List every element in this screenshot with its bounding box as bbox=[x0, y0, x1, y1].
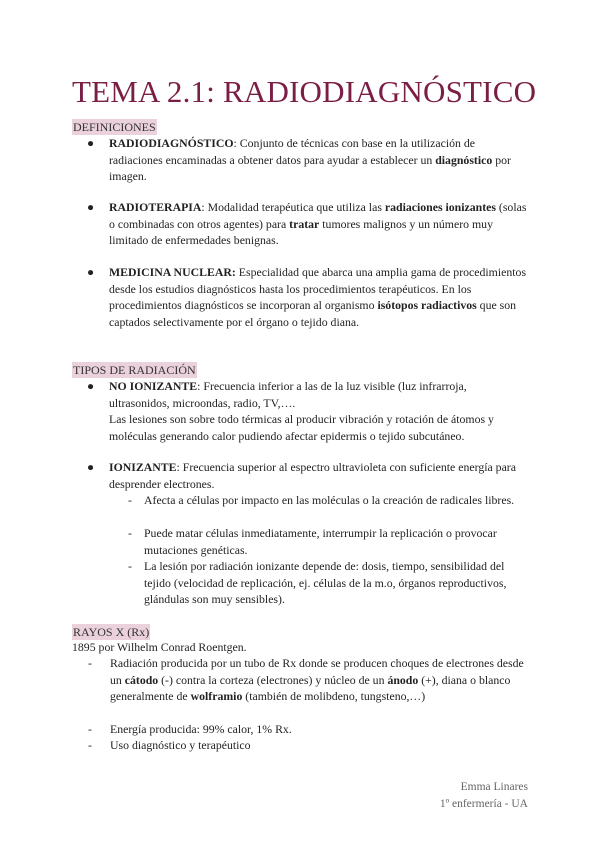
footer-author: Emma Linares bbox=[460, 781, 528, 793]
item-bold: radiaciones ionizantes bbox=[384, 200, 496, 214]
item-text: : Frecuencia inferior a las de la luz visible (luz infrarroja, ultrasonidos, microondas, radio, TV,…. bbox=[109, 379, 467, 410]
list-item-no-ionizante bbox=[87, 378, 527, 444]
term: RADIOTERAPIA bbox=[109, 200, 202, 214]
rayos-item-2 bbox=[88, 721, 528, 738]
rayos-item-1 bbox=[88, 655, 528, 705]
footer-course: 1º enfermería - UA bbox=[439, 798, 528, 810]
item-text: tumores malignos y un número muy limitado de enfermedades benignas. bbox=[109, 216, 493, 248]
bullet-icon: ● bbox=[87, 265, 95, 279]
item-text: : Conjunto de técnicas con base en la utilización de radiaciones encaminadas a obtener datos para ayudar a establecer un bbox=[109, 136, 475, 167]
sub-item-text: Puede matar células inmediatamente, interrumpir la replicación o provocar mutaciones genéticas. bbox=[144, 526, 497, 557]
term: IONIZANTE bbox=[109, 460, 177, 474]
rayos-intro: 1895 por Wilhelm Conrad Roentgen. bbox=[72, 640, 247, 654]
list-item-radiodiagnostico bbox=[87, 135, 527, 185]
term: NO IONIZANTE bbox=[109, 379, 198, 393]
sub-item-text: La lesión por radiación ionizante depende de: dosis, tiempo, sensibilidad del tejido (velocidad de replicación, ej. células de la m.o, órganos reproductivos, glándulas son muy sensibles). bbox=[144, 559, 507, 607]
sub-item-2 bbox=[128, 525, 518, 558]
item-text: Uso diagnóstico y terapéutico bbox=[110, 738, 251, 752]
item-bold: tratar bbox=[289, 216, 320, 231]
bullet-icon: ● bbox=[87, 200, 95, 214]
item-text: : Modalidad terapéutica que utiliza las bbox=[201, 200, 385, 214]
item-bold: ánodo bbox=[387, 672, 419, 687]
item-text: (solas o combinadas con otros agentes) para bbox=[109, 200, 527, 231]
dash-icon: - bbox=[88, 722, 92, 736]
section-heading-rayos-x: RAYOS X (Rx) bbox=[73, 625, 150, 639]
bullet-icon: ● bbox=[87, 379, 95, 393]
section-heading-definiciones: DEFINICIONES bbox=[73, 120, 156, 134]
list-item-radioterapia bbox=[87, 199, 527, 249]
section-heading-tipos: TIPOS DE RADIACIÓN bbox=[73, 363, 196, 377]
sub-item-3 bbox=[128, 558, 518, 608]
bullet-icon: ● bbox=[87, 136, 95, 150]
sub-item-1 bbox=[128, 492, 518, 509]
item-bold: diagnóstico bbox=[435, 152, 493, 167]
dash-icon: - bbox=[128, 526, 132, 540]
rayos-item-3 bbox=[88, 737, 528, 754]
dash-icon: - bbox=[128, 493, 132, 507]
list-item-medicina-nuclear bbox=[87, 264, 527, 330]
item-text: Especialidad que abarca una amplia gama de procedimientos desde los estudios diagnósticos hasta los procedimientos terapéuticos. En los procedimientos diagnósticos se incorporan al organismo bbox=[109, 265, 527, 313]
item-text: que son captados selectivamente por el órgano o tejido diana. bbox=[109, 298, 517, 329]
item-text: (-) contra la corteza (electrones) y núcleo de un bbox=[158, 672, 388, 687]
item-text: (+), diana o blanco generalmente de bbox=[110, 672, 511, 704]
sub-item-text: Afecta a células por impacto en las moléculas o la creación de radicales libres. bbox=[144, 493, 515, 507]
item-bold: isótopos radiactivos bbox=[377, 298, 477, 313]
item-text: Radiación producida por un tubo de Rx donde se producen choques de electrones desde un bbox=[110, 656, 524, 687]
item-text: por imagen. bbox=[109, 152, 511, 184]
page-title: TEMA 2.1: RADIODIAGNÓSTICO bbox=[72, 74, 537, 109]
item-text: Energía producida: 99% calor, 1% Rx. bbox=[110, 722, 292, 736]
item-text: (también de molibdeno, tungsteno,…) bbox=[242, 689, 426, 704]
section-definiciones bbox=[72, 119, 157, 135]
term: RADIODIAGNÓSTICO bbox=[109, 136, 234, 150]
section-rayos-x bbox=[72, 624, 150, 640]
section-tipos bbox=[72, 362, 197, 378]
bullet-icon: ● bbox=[87, 460, 95, 474]
dash-icon: - bbox=[88, 738, 92, 752]
list-item-ionizante bbox=[87, 459, 527, 492]
item-bold: wolframio bbox=[190, 689, 243, 704]
dash-icon: - bbox=[128, 559, 132, 573]
item-text: : Frecuencia superior al espectro ultravioleta con suficiente energía para desprender electrones. bbox=[109, 460, 516, 491]
item-text: Las lesiones son sobre todo térmicas al producir vibración y rotación de átomos y moléculas generando calor pudiendo afectar epidermis o tejido subcutáneo. bbox=[109, 412, 494, 443]
dash-icon: - bbox=[88, 656, 92, 670]
term: MEDICINA NUCLEAR: bbox=[109, 265, 236, 279]
item-bold: cátodo bbox=[124, 672, 159, 687]
